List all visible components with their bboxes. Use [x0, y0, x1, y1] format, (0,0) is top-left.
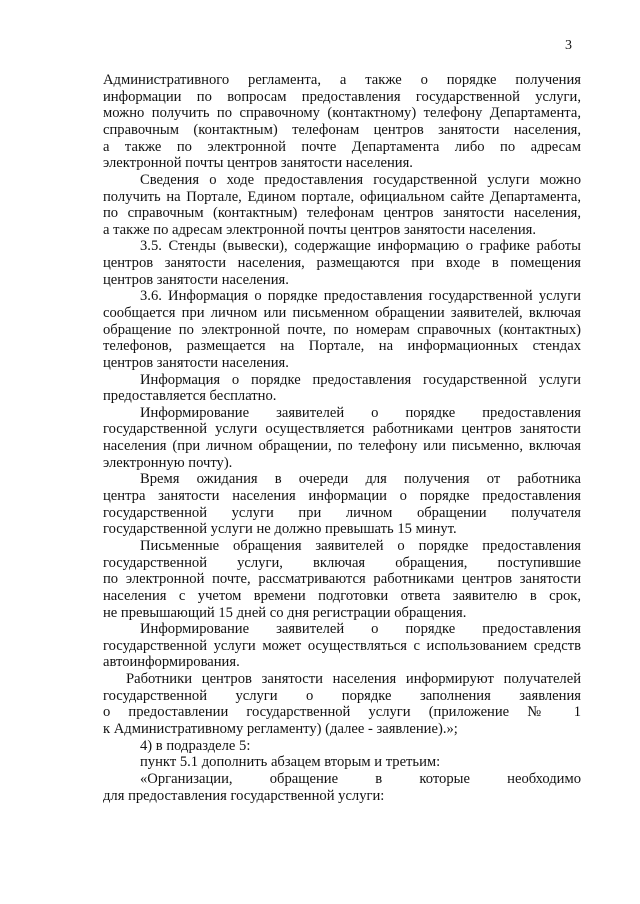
text-line: а также по адресам электронной почты центров занятости населения. — [103, 221, 537, 238]
text-line: сообщается при личном или письменном обращении заявителей, включая — [103, 305, 581, 321]
text-line: телефонов, размещается на Портале, на информационных стендах — [103, 338, 581, 355]
text-line: пункт 5.1 дополнить абзацем вторым и третьим: — [140, 754, 441, 771]
text-line: обращение по электронной почте, по номерам справочных (контактных) — [103, 321, 581, 338]
text-line: государственной услуги осуществляется работниками центров занятости — [103, 421, 581, 438]
text-line: Сведения о ходе предоставления государственной услуги можно — [140, 171, 581, 188]
text-line: не превышающий 15 дней со дня регистрации обращения. — [103, 604, 467, 621]
text-line: а также по электронной почте Департамента либо по адресам — [103, 138, 581, 155]
text-line: населения (при личном обращении, по телефону или письменно, включая — [103, 438, 581, 455]
text-line: 3.5. Стенды (вывески), содержащие информацию о графике работы — [140, 238, 581, 255]
text-line: центров занятости населения, размещаются при входе в помещения — [103, 255, 581, 271]
text-line: Письменные обращения заявителей о порядке предоставления — [140, 537, 581, 554]
text-line: государственной услуги о порядке заполнения заявления — [103, 687, 581, 704]
text-line: по электронной почте, рассматриваются работниками центров занятости — [103, 571, 581, 588]
text-line: о предоставлении государственной услуги (приложение № 1 — [103, 704, 581, 721]
text-line: для предоставления государственной услуги: — [103, 787, 385, 804]
text-line: «Организации, обращение в которые необходимо — [140, 770, 581, 787]
text-line: получить на Портале, Едином портале, официальном сайте Департамента, — [103, 188, 581, 205]
text-line: Информация о порядке предоставления государственной услуги — [140, 371, 581, 388]
text-line: информации по вопросам предоставления государственной услуги, — [103, 88, 581, 105]
text-line: государственной услуги, включая обращения, поступившие — [103, 554, 581, 571]
text-line: предоставляется бесплатно. — [103, 388, 277, 405]
text-line: 4) в подразделе 5: — [140, 737, 251, 754]
text-line: государственной услуги не должно превышать 15 минут. — [103, 521, 457, 538]
text-line: по справочным (контактным) телефонам центров занятости населения, — [103, 205, 581, 222]
text-line: населения с учетом времени подготовки ответа заявителю в срок, — [103, 587, 581, 604]
text-line: Административного регламента, а также о порядке получения — [103, 72, 581, 88]
text-line: государственной услуги при личном обращении получателя — [103, 504, 581, 521]
page-number: 3 — [565, 38, 572, 53]
text-line: Работники центров занятости населения информируют получателей — [126, 671, 581, 687]
text-line: центра занятости населения информации о порядке предоставления — [103, 488, 581, 504]
text-line: автоинформирования. — [103, 654, 240, 671]
text-line: Информирование заявителей о порядке предоставления — [140, 621, 581, 638]
text-line: Время ожидания в очереди для получения от работника — [140, 471, 581, 488]
text-line: электронную почту). — [103, 454, 233, 471]
text-line: электронной почты центров занятости населения. — [103, 155, 413, 172]
text-line: центров занятости населения. — [103, 271, 289, 288]
text-line: справочным (контактным) телефонам центров занятости населения, — [103, 121, 581, 138]
text-line: Информирование заявителей о порядке предоставления — [140, 404, 581, 421]
text-line: 3.6. Информация о порядке предоставления государственной услуги — [140, 288, 581, 305]
text-line: центров занятости населения. — [103, 354, 289, 371]
text-line: можно получить по справочному (контактному) телефону Департамента, — [103, 105, 581, 122]
text-line: к Административному регламенту) (далее - заявление).»; — [103, 721, 458, 737]
text-line: государственной услуги может осуществляться с использованием средств — [103, 637, 581, 654]
